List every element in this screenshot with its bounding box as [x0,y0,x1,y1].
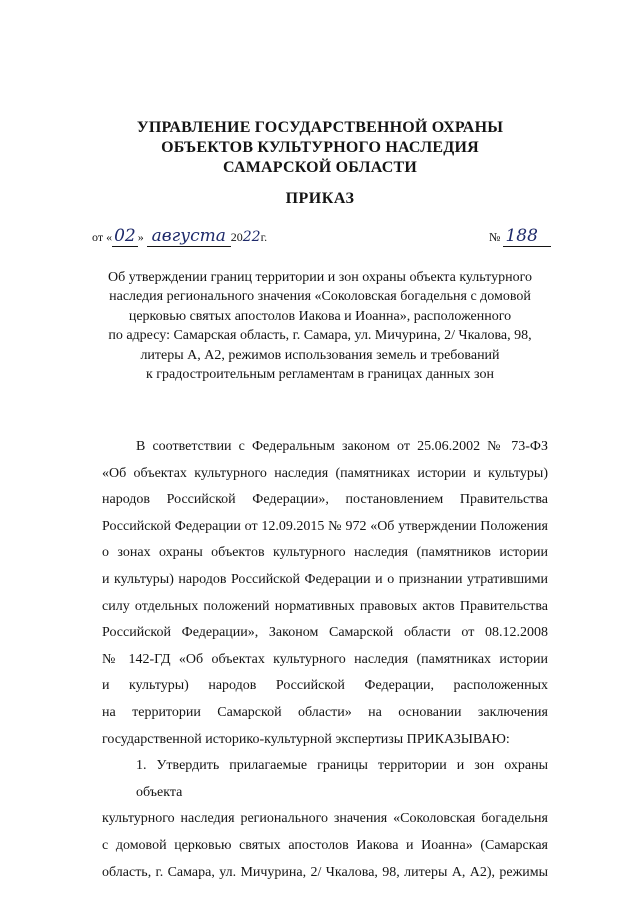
item-1-line: 1. Утвердить прилагаемые границы территории и зон охраны объекта [136,758,548,800]
number-label: № [489,230,501,244]
preamble-line: государственной историко-культурной экспертизы ПРИКАЗЫВАЮ: [102,731,510,747]
date-year-prefix: 20 [230,230,243,244]
date-day: 02 [114,226,136,246]
item-1-line: культурного наследия регионального значения «Соколовская богадельня [102,811,548,827]
date-month: августа [147,226,231,247]
preamble-line: и культуры) народов Российской Федерации, расположенных [102,678,548,694]
date-year: 22 [242,229,261,245]
org-title-line-1: УПРАВЛЕНИЕ ГОСУДАРСТВЕННОЙ ОХРАНЫ [136,119,504,136]
preamble-line: на территории Самарской области» на основании заключения [102,704,548,720]
organization-title [0,118,640,178]
preamble-line: силу отдельных положений нормативных правовых актов Правительства [102,598,548,614]
number-value: 188 [503,226,551,247]
preamble-line: народов Российской Федерации», постановлением Правительства [102,492,548,508]
preamble-line: Российской Федерации от 12.09.2015 № 972 «Об утверждении Положения [102,518,548,534]
org-title-line-3: САМАРСКОЙ ОБЛАСТИ [223,159,417,176]
subject-line: к градостроительным регламентам в границах данных зон [146,367,494,383]
document-type-title: ПРИКАЗ [285,190,355,207]
subject-line: церковью святых апостолов Иакова и Иоанна», расположенного [128,308,512,324]
item-1-paragraph [102,753,548,886]
preamble-line: Российской Федерации», Законом Самарской области от 08.12.2008 [102,625,548,641]
order-subject [90,268,550,384]
item-1-line: область, г. Самара, ул. Мичурина, 2/ Чкалова, 98, литеры А, А2), режимы [102,864,548,880]
subject-line: Об утверждении границ территории и зон охраны объекта культурного [108,270,532,285]
subject-line: наследия регионального значения «Соколовская богадельня с домовой [109,289,531,305]
item-1-line: с домовой церковью святых апостолов Иакова и Иоанна» (Самарская [102,837,548,853]
date-prefix: от « [92,230,113,244]
order-number [489,226,551,247]
org-title-line-2: ОБЪЕКТОВ КУЛЬТУРНОГО НАСЛЕДИЯ [161,139,479,156]
order-date [92,226,267,247]
preamble-line: № 142-ГД «Об объектах культурного наследия (памятниках истории [102,651,548,667]
preamble-line: «Об объектах культурного наследия (памятниках истории и культуры) [102,465,548,481]
preamble-line: о зонах охраны объектов культурного наследия (памятников истории [102,545,548,561]
preamble-line: В соответствии с Федеральным законом от 25.06.2002 № 73-ФЗ [136,439,548,454]
subject-line: по адресу: Самарская область, г. Самара, ул. Мичурина, 2/ Чкалова, 98, [108,328,532,344]
date-suffix: г. [260,230,268,244]
preamble-line: и культуры) народов Российской Федерации и о признании утратившими [102,571,548,587]
subject-line: литеры А, А2, режимов использования земель и требований [140,347,500,363]
date-mid: » [137,230,144,244]
preamble-paragraph [102,434,548,753]
order-body [102,434,548,886]
